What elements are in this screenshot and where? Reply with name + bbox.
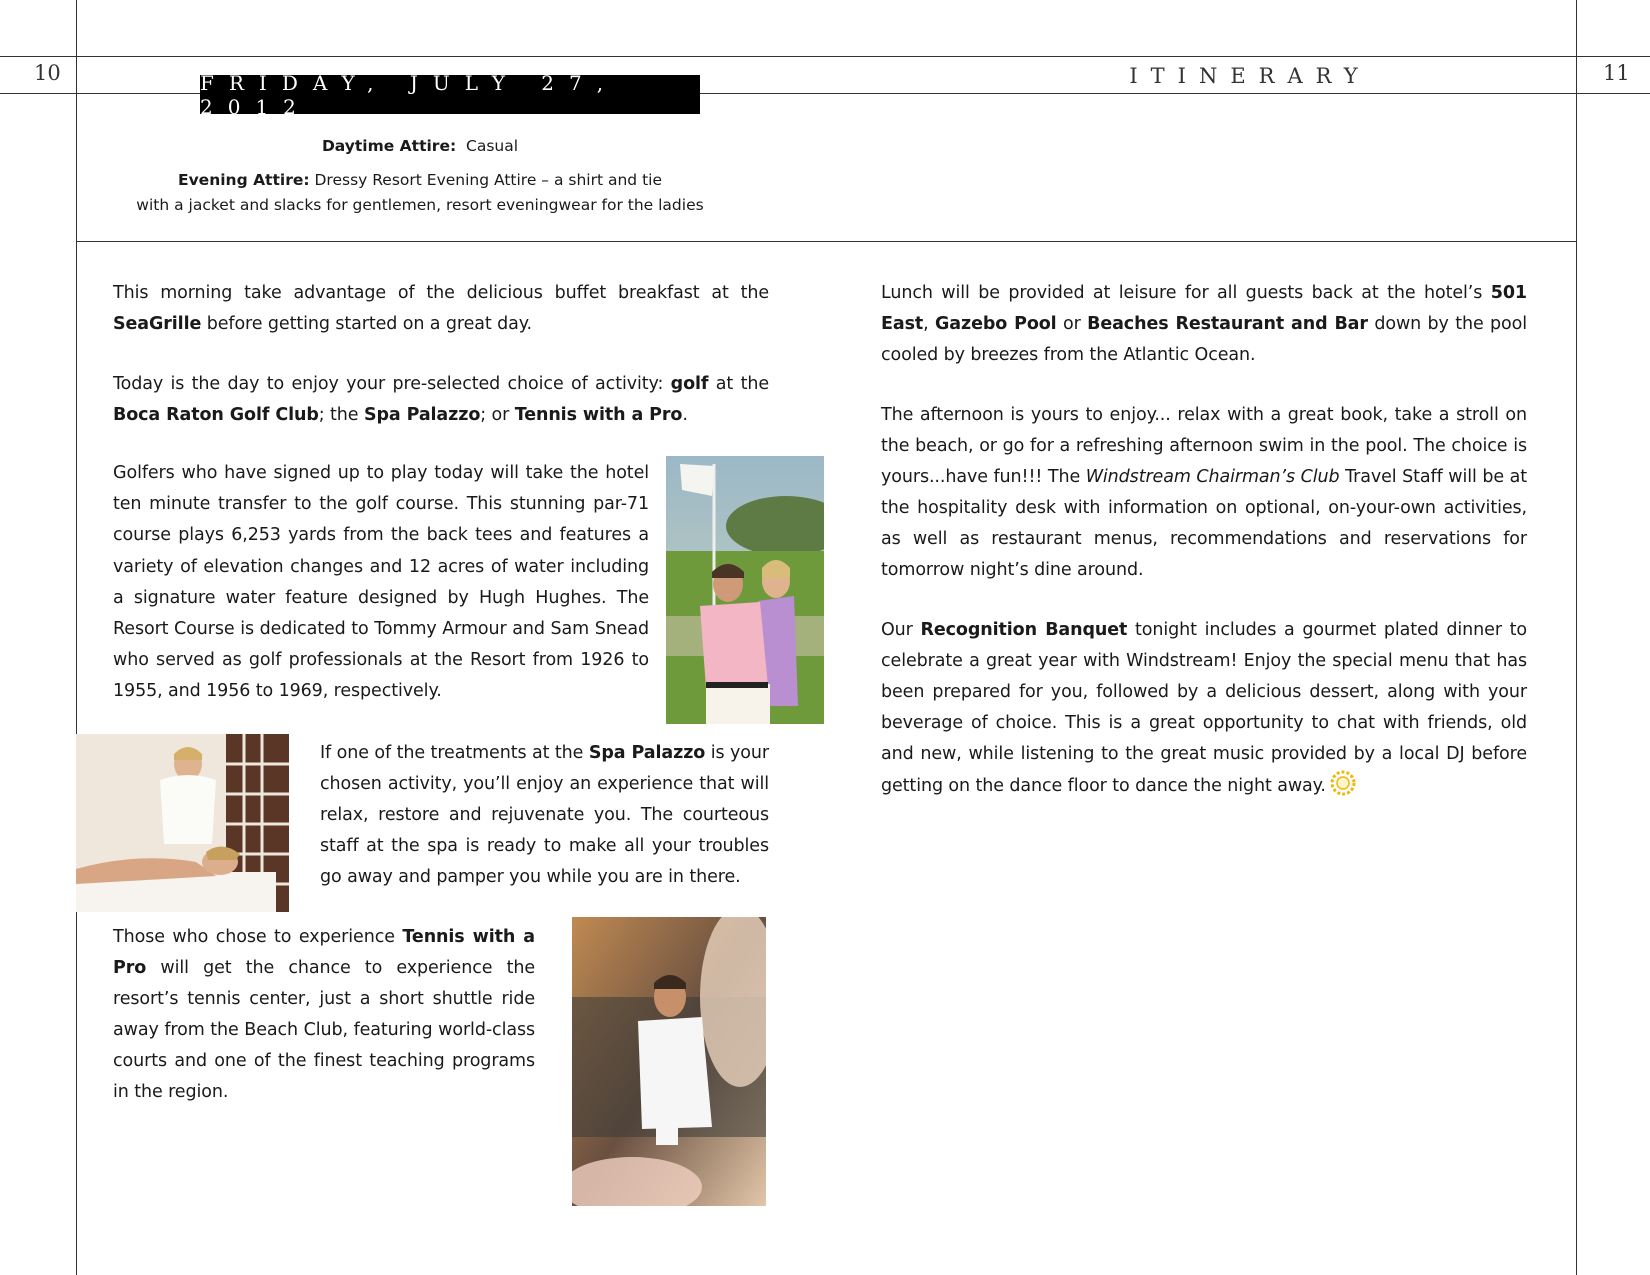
text-run: Our (881, 620, 921, 640)
recognition-banquet-name: Recognition Banquet (920, 620, 1128, 640)
text-run: If one of the treatments at the (320, 743, 589, 763)
text-run: . (682, 405, 688, 425)
text-run: Today is the day to enjoy your pre-selected choice of activity: (113, 374, 671, 394)
evening-attire-label: Evening Attire: (177, 171, 310, 189)
activity-choice-paragraph (113, 369, 769, 431)
seagrille-name: SeaGrille (113, 314, 202, 334)
attire-bottom-rule (76, 241, 1576, 242)
spa-paragraph (320, 738, 769, 893)
left-page-number: 10 (34, 61, 61, 85)
text-run: is your chosen activity, you’ll enjoy an experience that will relax, restore and rejuvenate you. The courteous staff at the spa is ready to make all your troubles go away and pamper you while you are in there. (320, 743, 769, 887)
golf-club-name: Boca Raton Golf Club (113, 405, 319, 425)
sun-icon (1330, 770, 1356, 807)
spa-massage-photo (76, 734, 289, 912)
date-banner: FRIDAY, JULY 27, 2012 (200, 75, 700, 114)
breakfast-paragraph (113, 278, 769, 340)
banquet-paragraph (881, 615, 1527, 807)
text-run: The afternoon is yours to enjoy... relax with a great book, take a stroll on the beach, or go for a refreshing afternoon swim in the pool. The choice is yours...have fun!!! The (881, 405, 1527, 487)
chairmans-club-name: Windstream Chairman’s Club (1085, 467, 1340, 487)
text-run: Travel Staff will be at the hospitality desk with information on optional, on-your-own activities, as well as restaurant menus, recommendations and reservations for tomorrow night’s dine around. (881, 467, 1527, 580)
header-bottom-rule-left (0, 93, 200, 94)
golf-label: golf (670, 374, 709, 394)
beaches-restaurant-name: Beaches Restaurant and Bar (1087, 314, 1368, 334)
text-run: will get the chance to experience the resort’s tennis center, just a short shuttle ride away from the Beach Club, featuring world-class courts and one of the finest teaching programs in the region. (113, 958, 535, 1102)
golf-paragraph: Golfers who have signed up to play today will take the hotel ten minute transfer to the golf course. This stunning par-71 course plays 6,253 yards from the back tees and features a variety of elevation changes and 12 acres of water including a signature water feature designed by Hugh Hughes. The Resort Course is dedicated to Tommy Armour and Sam Snead who served as golf professionals at the Resort from 1926 to 1955, and 1956 to 1969, respectively. (113, 463, 649, 702)
tennis-player-photo (572, 917, 766, 1206)
text-run: ; the (318, 405, 364, 425)
text-run: Those who chose to experience (113, 927, 403, 947)
daytime-attire (110, 134, 730, 159)
right-margin-rule (1576, 0, 1577, 1275)
text-run: or (1056, 314, 1088, 334)
evening-attire-value-line2: with a jacket and slacks for gentlemen, resort eveningwear for the ladies (136, 196, 704, 214)
tennis-name: Tennis with a Pro (514, 405, 683, 425)
text-run: at the (708, 374, 769, 394)
spa-name: Spa Palazzo (588, 743, 706, 763)
text-run: ; or (480, 405, 515, 425)
left-margin-rule (76, 0, 77, 1275)
text-run: , (923, 314, 936, 334)
text-run: down by the pool cooled by breezes from the Atlantic Ocean. (881, 314, 1527, 365)
golf-couple-photo (666, 456, 824, 724)
header-top-rule (0, 56, 1650, 57)
restaurant-501-east: 501 East (881, 283, 1527, 334)
gazebo-pool-name: Gazebo Pool (935, 314, 1057, 334)
text-run: This morning take advantage of the delicious buffet breakfast at the (113, 283, 769, 303)
tennis-paragraph (113, 922, 535, 1108)
daytime-attire-value: Casual (466, 137, 519, 155)
text-run: tonight includes a gourmet plated dinner to celebrate a great year with Windstream! Enjoy the special menu that has been prepared for you, followed by a delicious dessert, along with your beverage of choice. This is a great opportunity to chat with friends, old and new, while listening to the great music provided by a local DJ before getting on the dance floor to dance the night away. (881, 620, 1528, 796)
evening-attire-value-line1: Dressy Resort Evening Attire – a shirt and tie (314, 171, 662, 189)
spa-name: Spa Palazzo (363, 405, 481, 425)
text-run: before getting started on a great day. (201, 314, 532, 334)
right-page-number: 11 (1603, 61, 1630, 85)
section-title: ITINERARY (1129, 64, 1371, 88)
daytime-attire-label: Daytime Attire: (321, 137, 457, 155)
text-run: Lunch will be provided at leisure for all guests back at the hotel’s (881, 283, 1491, 303)
lunch-paragraph (881, 278, 1527, 371)
afternoon-paragraph (881, 400, 1527, 586)
tennis-name: Tennis with a Pro (113, 927, 535, 978)
evening-attire (110, 168, 730, 218)
header-bottom-rule-right (700, 93, 1650, 94)
